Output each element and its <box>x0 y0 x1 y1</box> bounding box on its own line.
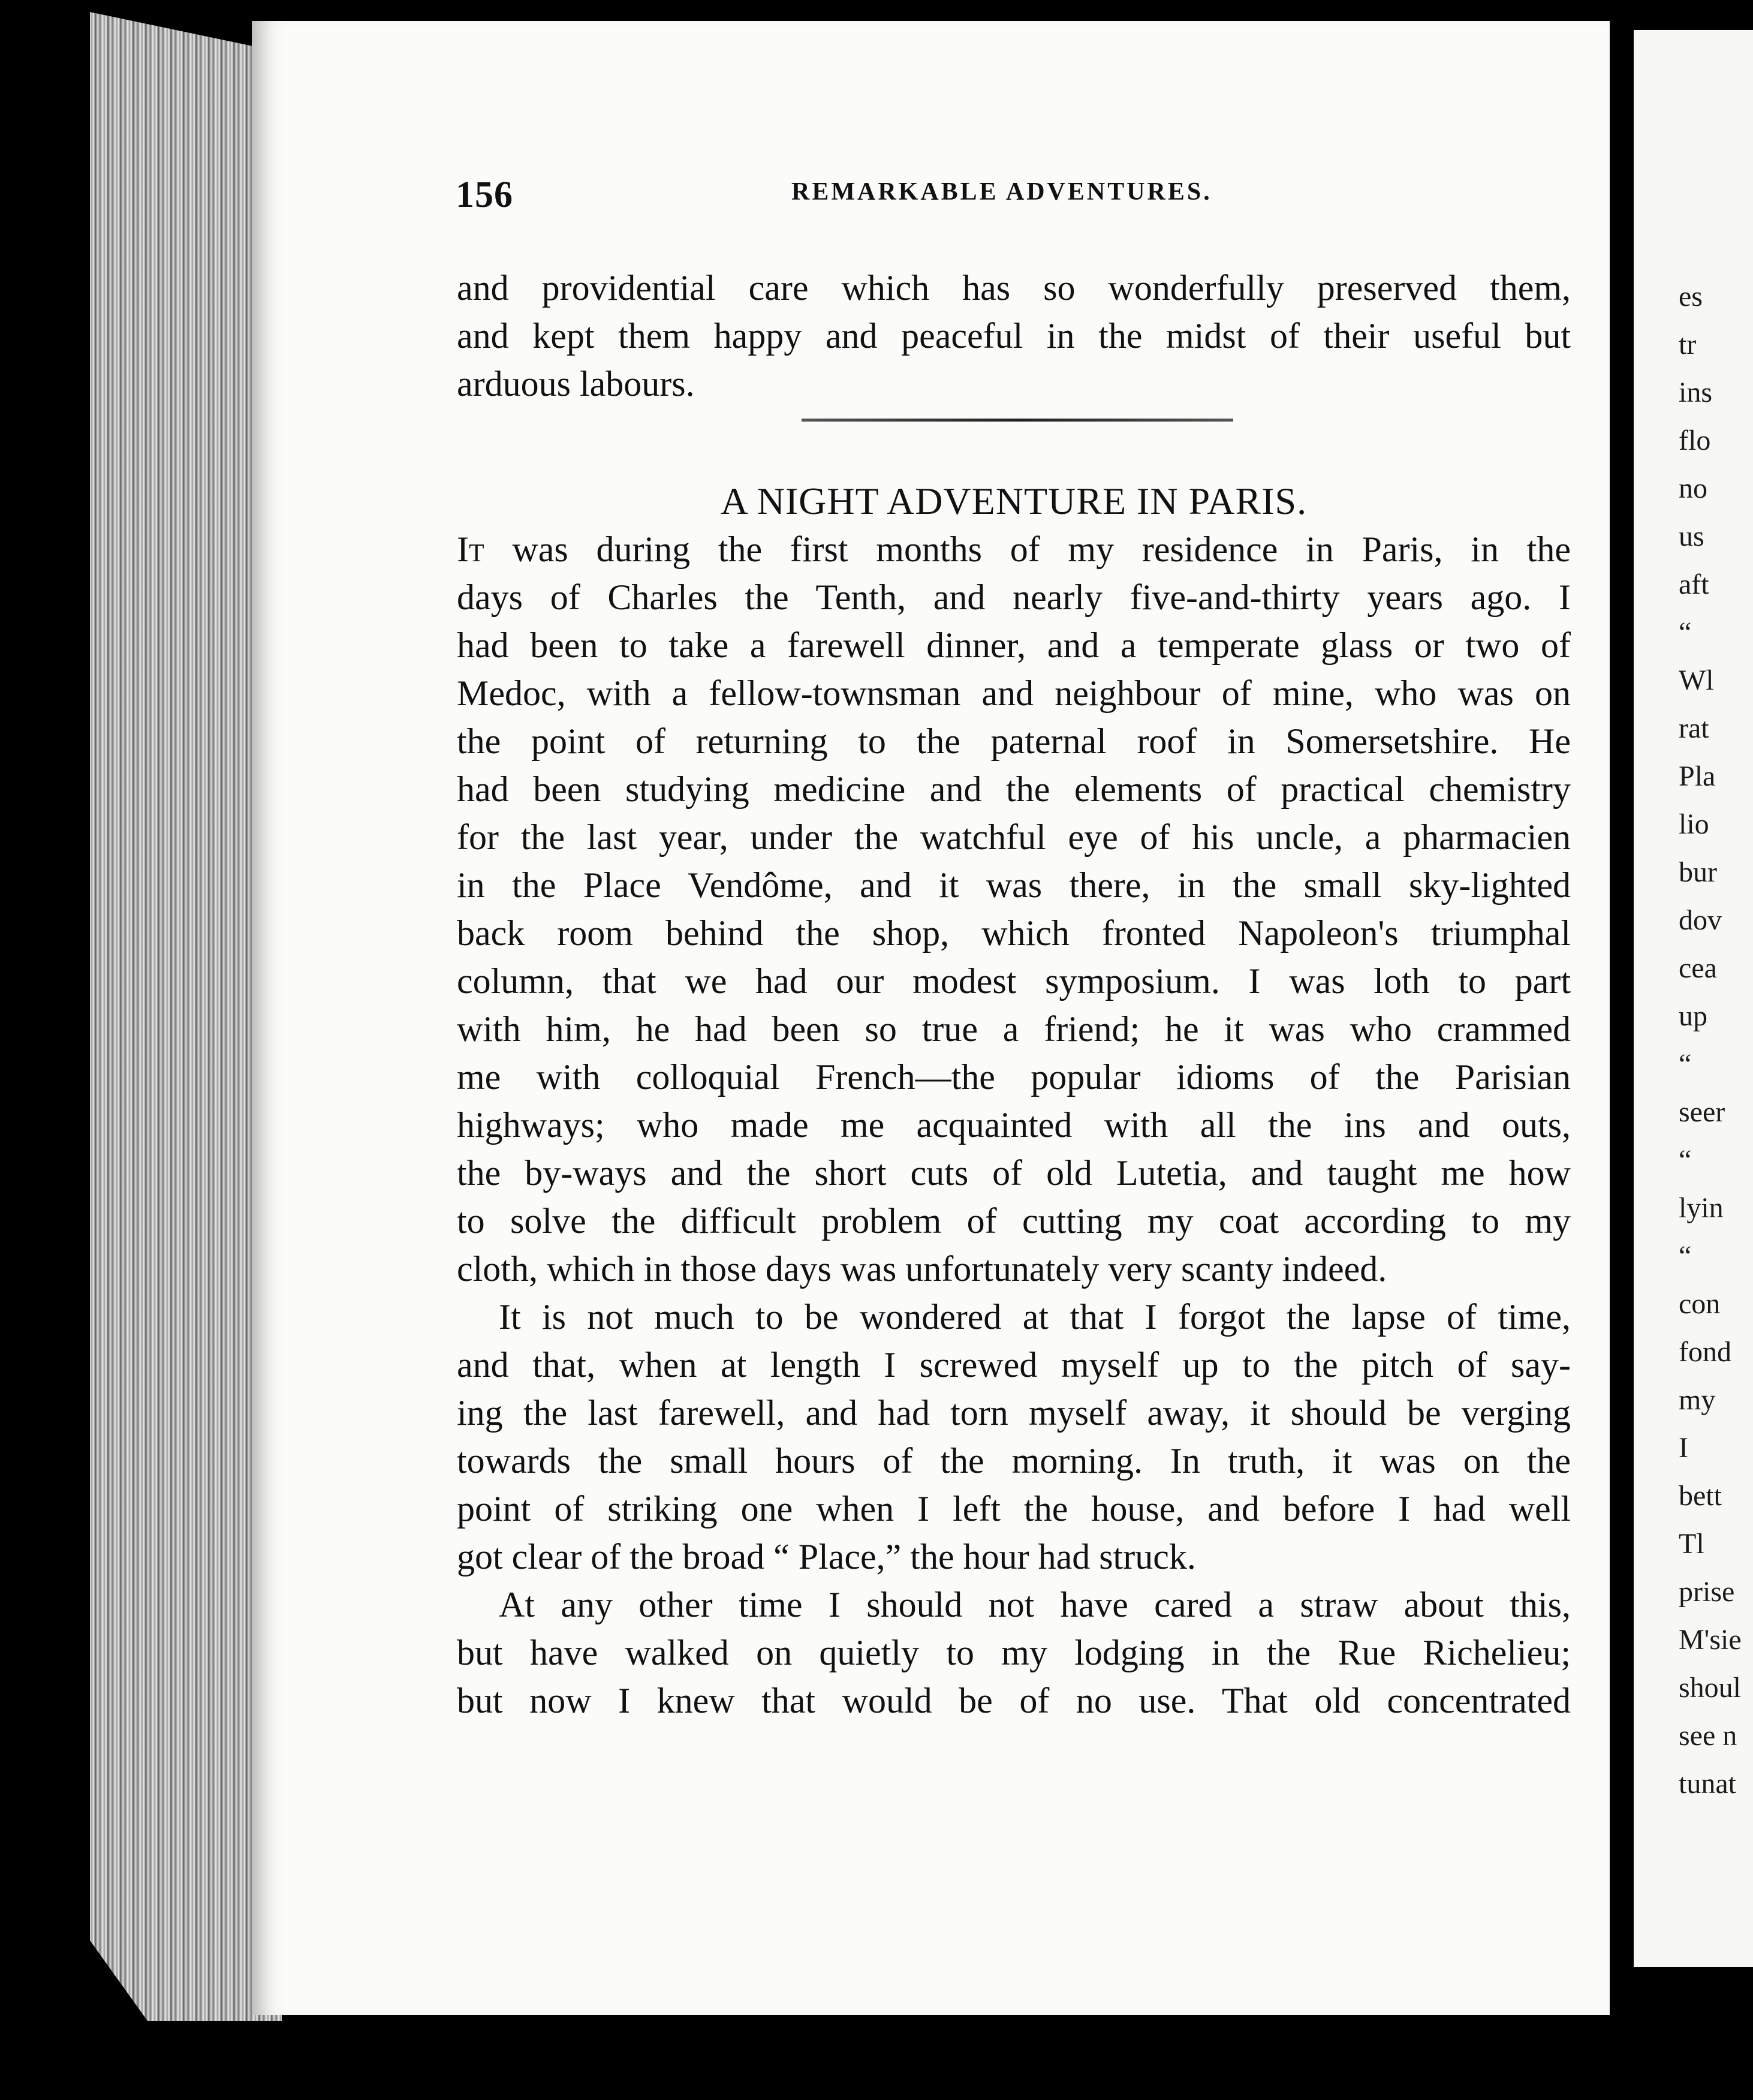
facing-page-fragment: M'sie <box>1679 1624 1742 1656</box>
facing-page-fragment: lyin <box>1679 1192 1724 1224</box>
page-body <box>457 264 1571 1725</box>
facing-page-fragment: dov <box>1679 904 1722 936</box>
text-line: with him, he had been so true a friend; he it was who crammed <box>457 1009 1571 1049</box>
facing-page-fragment: rat <box>1679 712 1709 744</box>
text-line: and kept them happy and peaceful in the midst of their useful but <box>457 316 1571 356</box>
facing-page-fragment: con <box>1679 1288 1721 1320</box>
text-line: in the Place Vendôme, and it was there, in the small sky-lighted <box>457 865 1571 905</box>
text-line: Medoc, with a fellow-townsman and neighbour of mine, who was on <box>457 673 1571 713</box>
facing-page-fragment: shoul <box>1679 1672 1742 1704</box>
page-header <box>456 174 1571 228</box>
facing-page-fragment: up <box>1679 1000 1707 1032</box>
facing-page-fragment: Pla <box>1679 760 1716 792</box>
text-line: towards the small hours of the morning. In truth, it was on the <box>457 1441 1571 1481</box>
facing-page-fragment: bett <box>1679 1480 1722 1512</box>
text-line: cloth, which in those days was unfortunately very scanty indeed. <box>457 1249 1387 1289</box>
facing-page-fragment: flo <box>1679 425 1711 456</box>
facing-page-fragment: “ <box>1679 616 1692 648</box>
text-line: the point of returning to the paternal roof in Somersetshire. He <box>457 721 1571 761</box>
text-line <box>457 525 1571 573</box>
text-line: days of Charles the Tenth, and nearly five-and-thirty years ago. I <box>457 577 1571 617</box>
section-title: A NIGHT ADVENTURE IN PARIS. <box>720 480 1308 522</box>
facing-page-fragment: tr <box>1679 329 1697 360</box>
page-number: 156 <box>456 175 513 215</box>
text-line: It is not much to be wondered at that I forgot the lapse of time, <box>499 1297 1571 1337</box>
running-title: REMARKABLE ADVENTURES. <box>791 178 1212 206</box>
facing-page-fragment: es <box>1679 281 1703 312</box>
text-line: column, that we had our modest symposium. I was loth to part <box>457 961 1571 1001</box>
facing-page-fragment: aft <box>1679 568 1709 600</box>
facing-page-fragment: bur <box>1679 856 1717 888</box>
text-line: At any other time I should not have cared a straw about this, <box>499 1585 1571 1624</box>
text-line: back room behind the shop, which fronted Napoleon's triumphal <box>457 913 1571 953</box>
facing-page-fragment: my <box>1679 1384 1716 1416</box>
text-line: and that, when at length I screwed myself up to the pitch of say- <box>457 1345 1571 1385</box>
text-line: the by-ways and the short cuts of old Lutetia, and taught me how <box>457 1153 1571 1193</box>
facing-page-fragment: Wl <box>1679 664 1714 696</box>
text-line: had been studying medicine and the elements of practical chemistry <box>457 769 1571 809</box>
text-line: me with colloquial French—the popular idioms of the Parisian <box>457 1057 1571 1097</box>
text-line: arduous labours. <box>457 364 695 404</box>
text-line: and providential care which has so wonderfully preserved them, <box>457 268 1571 308</box>
facing-page-fragment: Tl <box>1679 1528 1704 1560</box>
facing-page-fragment: fond <box>1679 1336 1731 1368</box>
text-line: point of striking one when I left the house, and before I had well <box>457 1489 1571 1529</box>
facing-page-fragment: tunat <box>1679 1768 1736 1800</box>
facing-page-fragment: no <box>1679 473 1707 504</box>
text-line: to solve the difficult problem of cutting my coat according to my <box>457 1201 1571 1241</box>
facing-page-fragment: ins <box>1679 377 1713 408</box>
text-line: highways; who made me acquainted with all the ins and outs, <box>457 1105 1571 1145</box>
facing-page-fragment: lio <box>1679 808 1709 840</box>
facing-page-fragment: see n <box>1679 1720 1737 1752</box>
text-line: for the last year, under the watchful eye of his uncle, a pharmacien <box>457 817 1571 857</box>
facing-page-fragment: I <box>1679 1432 1688 1464</box>
text-line: ing the last farewell, and had torn myself away, it should be verging <box>457 1393 1571 1433</box>
text-line: but have walked on quietly to my lodging in the Rue Richelieu; <box>457 1633 1571 1672</box>
drop-word: It <box>457 529 484 569</box>
facing-page-fragment: “ <box>1679 1144 1692 1176</box>
facing-page-fragment: cea <box>1679 952 1717 984</box>
facing-page-fragment: us <box>1679 521 1704 552</box>
facing-page-fragment: “ <box>1679 1048 1692 1080</box>
facing-page-text <box>1679 273 1753 1808</box>
section-rule <box>802 419 1233 422</box>
facing-page-fragment: prise <box>1679 1576 1735 1608</box>
text-line: had been to take a farewell dinner, and a temperate glass or two of <box>457 625 1571 665</box>
text-line: but now I knew that would be of no use. That old concentrated <box>457 1681 1571 1720</box>
text-line: got clear of the broad “ Place,” the hour had struck. <box>457 1537 1196 1576</box>
first-line-text: was during the first months of my residence in Paris, in the <box>484 529 1571 569</box>
section-divider <box>457 408 1571 444</box>
facing-page-fragment: seer <box>1679 1096 1725 1128</box>
facing-page-fragment: “ <box>1679 1240 1692 1272</box>
